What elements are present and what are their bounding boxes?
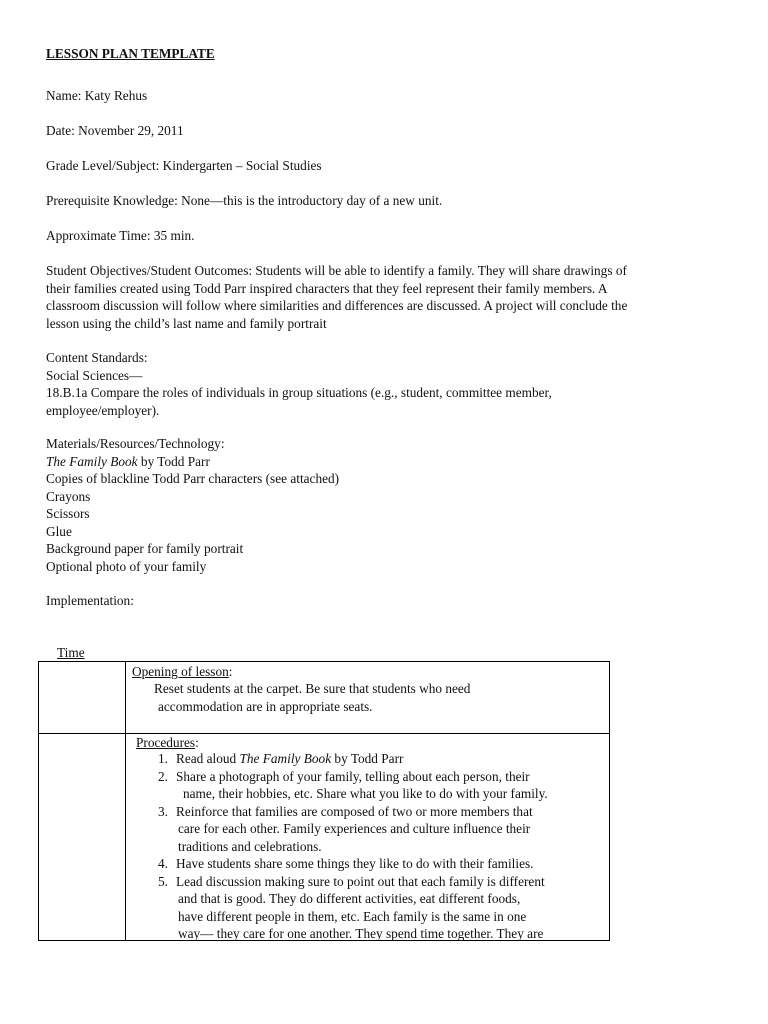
standards-line: employee/employer). — [46, 402, 160, 418]
materials-section — [46, 435, 716, 575]
document-title: LESSON PLAN TEMPLATE — [46, 46, 215, 61]
opening-line: Reset students at the carpet. Be sure that students who need — [154, 681, 471, 696]
standards-line: 18.B.1a Compare the roles of individuals in group situations (e.g., student, committee member, — [46, 385, 552, 400]
date-field: Date: November 29, 2011 — [46, 123, 184, 138]
objectives-line: their families created using Todd Parr inspired characters that they feel represent their family members. A — [46, 280, 608, 296]
standards-area: Social Sciences— — [46, 367, 143, 383]
materials-item: Crayons — [46, 488, 91, 504]
objectives-line: classroom discussion will follow where similarities and differences are discussed. A project will conclude the — [46, 298, 628, 313]
table-row-divider — [39, 733, 609, 734]
opening-line: accommodation are in appropriate seats. — [158, 699, 373, 714]
standards-heading: Content Standards: — [46, 350, 148, 365]
objectives-line: lesson using the child’s last name and family portrait — [46, 315, 327, 331]
procedures-heading: Procedures: — [136, 735, 199, 750]
materials-item: Background paper for family portrait — [46, 541, 244, 556]
objectives-line: Student Objectives/Student Outcomes: Students will be able to identify a family. They will share drawings of — [46, 263, 627, 278]
list-item: 1. Read aloud The Family Book by Todd Parr — [158, 751, 404, 766]
procedures-list — [122, 750, 582, 943]
time-column-label: Time — [57, 645, 85, 660]
materials-heading: Materials/Resources/Technology: — [46, 436, 225, 451]
prerequisite-field: Prerequisite Knowledge: None—this is the introductory day of a new unit. — [46, 193, 443, 208]
approximate-time-field: Approximate Time: 35 min. — [46, 228, 195, 243]
list-item: 3. Reinforce that families are composed of two or more members that care for each other. Family experiences and culture influence their traditions and celebrations. — [158, 803, 533, 854]
name-field: Name: Katy Rehus — [46, 88, 148, 103]
opening-heading: Opening of lesson: — [132, 664, 233, 679]
materials-item: Copies of blackline Todd Parr characters (see attached) — [46, 471, 340, 486]
content-standards-section — [46, 349, 716, 419]
list-item: 4. Have students share some things they like to do with their families. — [158, 856, 534, 871]
materials-item: Scissors — [46, 506, 90, 521]
objectives-section — [46, 262, 716, 332]
materials-item: Glue — [46, 523, 72, 539]
implementation-heading: Implementation: — [46, 593, 134, 608]
book-title: The Family Book — [46, 453, 138, 469]
materials-book — [46, 453, 716, 471]
implementation-table — [38, 661, 610, 941]
list-item: 5. Lead discussion making sure to point out that each family is different and that is good. They do different activities, eat different foods, have different people in them, etc. Each family is the same in one way— they care for one another. They spend time together. They are — [158, 873, 545, 941]
grade-field: Grade Level/Subject: Kindergarten – Social Studies — [46, 158, 322, 173]
materials-item: Optional photo of your family — [46, 558, 207, 574]
list-item: 2. Share a photograph of your family, telling about each person, their name, their hobbies, etc. Share what you like to do with your family. — [158, 768, 548, 801]
book-author: by Todd Parr — [137, 453, 210, 469]
